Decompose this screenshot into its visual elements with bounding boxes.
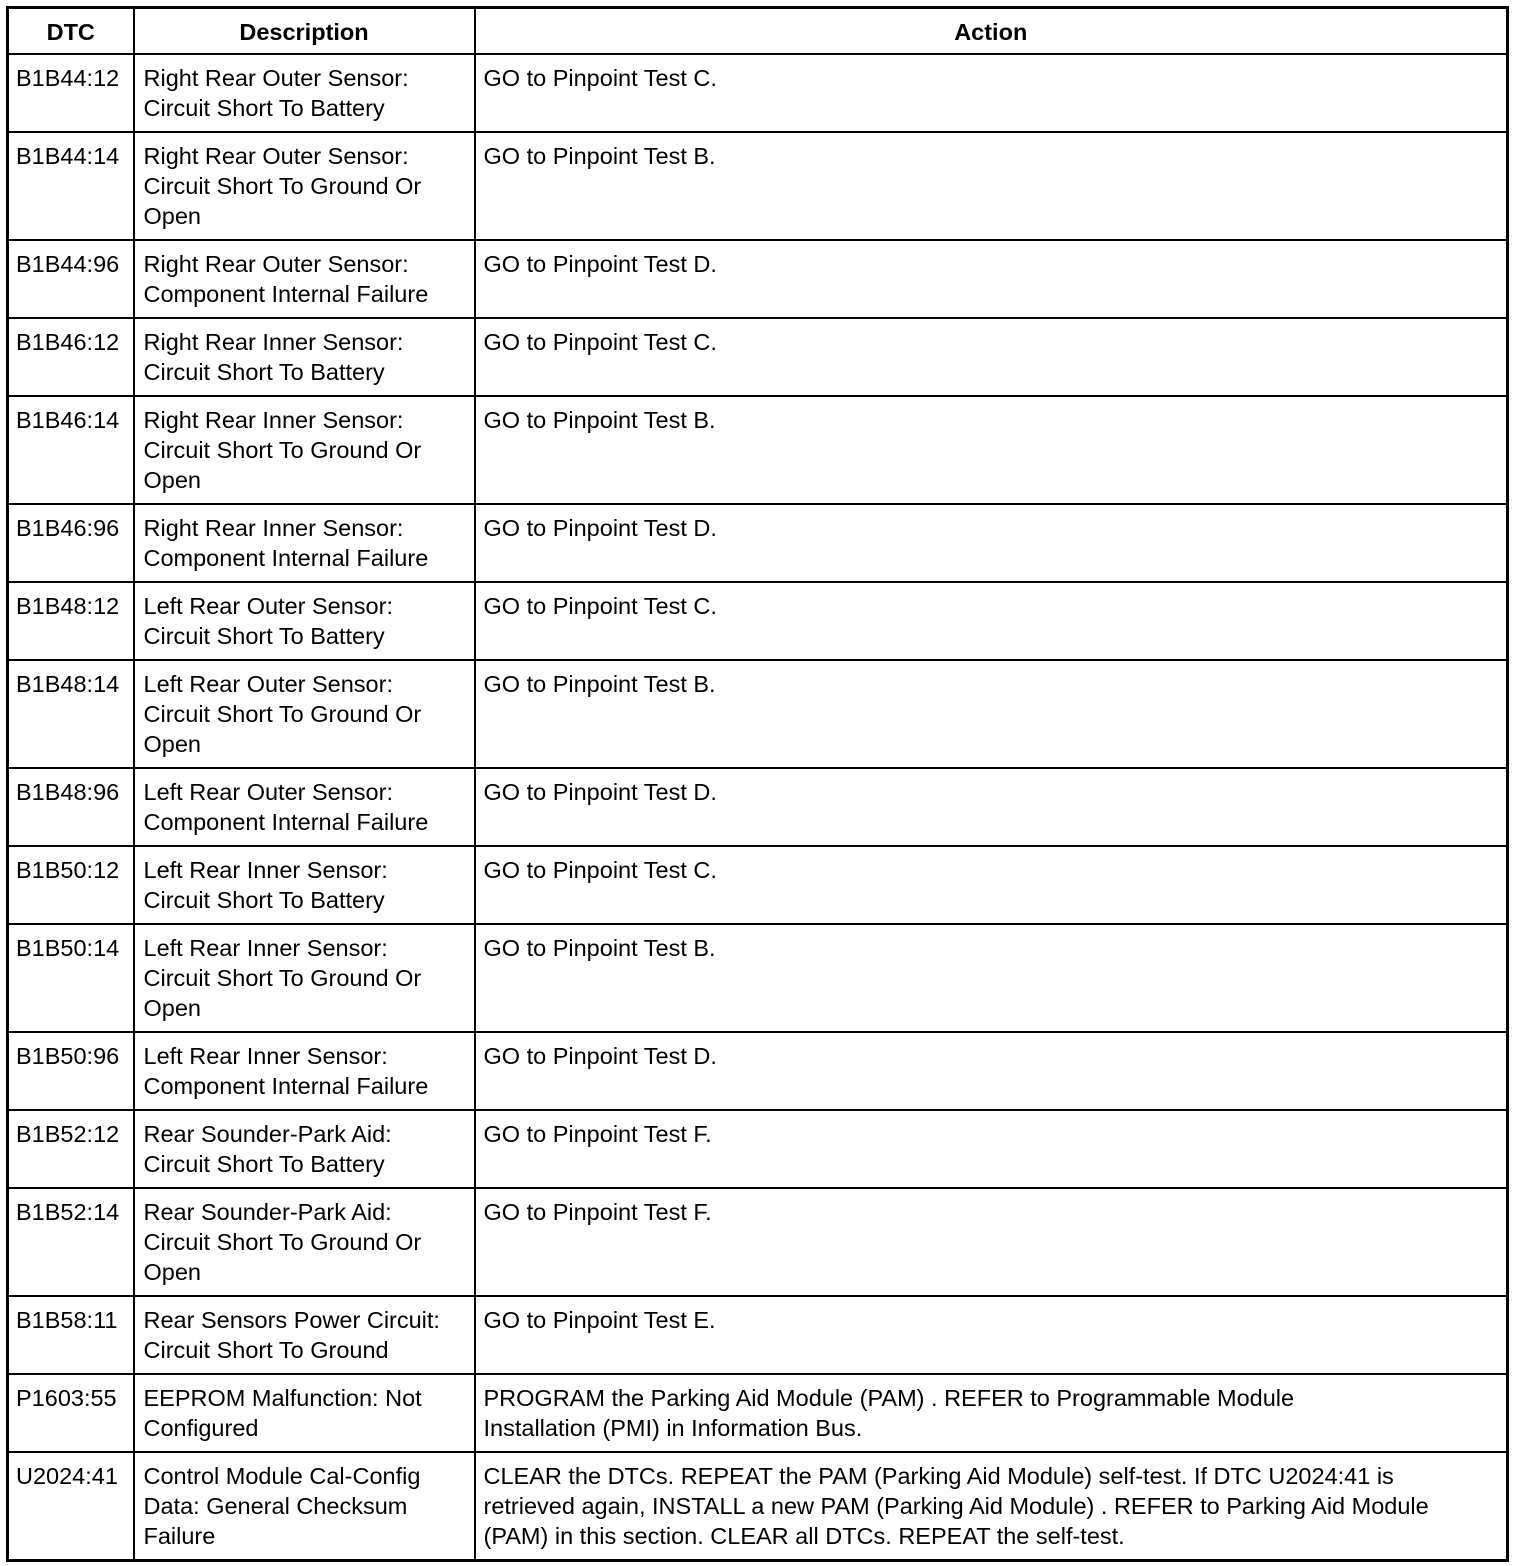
dtc-action (475, 396, 1508, 504)
dtc-code: B1B44:14 (8, 132, 134, 240)
dtc-code: B1B48:14 (8, 660, 134, 768)
table-row (8, 1374, 1508, 1452)
dtc-action (475, 1032, 1508, 1110)
table-row (8, 582, 1508, 660)
description-line: Right Rear Inner Sensor: (143, 515, 404, 541)
dtc-action (475, 660, 1508, 768)
dtc-action (475, 846, 1508, 924)
dtc-description (134, 1032, 475, 1110)
dtc-action (475, 240, 1508, 318)
dtc-code: B1B48:12 (8, 582, 134, 660)
dtc-code: U2024:41 (8, 1452, 134, 1561)
description-line: Circuit Short To Ground Or (143, 437, 422, 463)
description-line: EEPROM Malfunction: Not (143, 1385, 422, 1411)
dtc-description (134, 768, 475, 846)
dtc-description (134, 318, 475, 396)
dtc-description (134, 846, 475, 924)
description-line: Open (143, 731, 201, 757)
dtc-description (134, 660, 475, 768)
table-row (8, 318, 1508, 396)
dtc-action (475, 768, 1508, 846)
description-line: Circuit Short To Ground (143, 1337, 389, 1363)
dtc-table-container (6, 6, 1506, 1562)
dtc-code: B1B46:14 (8, 396, 134, 504)
dtc-action (475, 582, 1508, 660)
dtc-code: B1B52:14 (8, 1188, 134, 1296)
dtc-table (6, 6, 1509, 1562)
table-row (8, 660, 1508, 768)
action-line: GO to Pinpoint Test E. (483, 1307, 716, 1333)
table-row (8, 924, 1508, 1032)
dtc-action (475, 318, 1508, 396)
header-description: Description (134, 8, 475, 55)
dtc-description (134, 240, 475, 318)
description-line: Right Rear Inner Sensor: (143, 329, 404, 355)
action-line: GO to Pinpoint Test B. (483, 671, 716, 697)
dtc-action (475, 132, 1508, 240)
dtc-code: B1B58:11 (8, 1296, 134, 1374)
description-line: Failure (143, 1523, 216, 1549)
action-line: CLEAR the DTCs. REPEAT the PAM (Parking Aid Module) self-test. If DTC U2024:41 is (483, 1463, 1394, 1489)
description-line: Rear Sensors Power Circuit: (143, 1307, 440, 1333)
action-line: GO to Pinpoint Test C. (483, 857, 717, 883)
description-line: Control Module Cal-Config (143, 1463, 421, 1489)
dtc-description (134, 582, 475, 660)
description-line: Left Rear Outer Sensor: (143, 779, 393, 805)
dtc-code: B1B48:96 (8, 768, 134, 846)
dtc-action (475, 1296, 1508, 1374)
dtc-description (134, 396, 475, 504)
dtc-description (134, 1452, 475, 1561)
action-line: GO to Pinpoint Test D. (483, 1043, 717, 1069)
dtc-code: P1603:55 (8, 1374, 134, 1452)
dtc-code: B1B50:14 (8, 924, 134, 1032)
action-line: GO to Pinpoint Test D. (483, 779, 717, 805)
action-line: (PAM) in this section. CLEAR all DTCs. REPEAT the self-test. (483, 1523, 1125, 1549)
table-row (8, 504, 1508, 582)
dtc-description (134, 132, 475, 240)
description-line: Right Rear Outer Sensor: (143, 143, 409, 169)
table-body (8, 54, 1508, 1561)
dtc-code: B1B46:12 (8, 318, 134, 396)
action-line: PROGRAM the Parking Aid Module (PAM) . REFER to Programmable Module (483, 1385, 1295, 1411)
table-row (8, 396, 1508, 504)
description-line: Circuit Short To Ground Or (143, 965, 422, 991)
table-row (8, 240, 1508, 318)
description-line: Circuit Short To Ground Or (143, 701, 422, 727)
table-row (8, 1452, 1508, 1561)
description-line: Left Rear Outer Sensor: (143, 593, 393, 619)
table-header-row (8, 8, 1508, 55)
action-line: GO to Pinpoint Test C. (483, 65, 717, 91)
description-line: Right Rear Inner Sensor: (143, 407, 404, 433)
table-row (8, 768, 1508, 846)
dtc-code: B1B50:96 (8, 1032, 134, 1110)
dtc-description (134, 1188, 475, 1296)
dtc-code: B1B46:96 (8, 504, 134, 582)
dtc-action (475, 54, 1508, 132)
action-line: retrieved again, INSTALL a new PAM (Parking Aid Module) . REFER to Parking Aid Module (483, 1493, 1429, 1519)
dtc-code: B1B44:96 (8, 240, 134, 318)
description-line: Circuit Short To Battery (143, 1151, 385, 1177)
description-line: Circuit Short To Battery (143, 623, 385, 649)
table-row (8, 54, 1508, 132)
description-line: Open (143, 203, 201, 229)
description-line: Rear Sounder-Park Aid: (143, 1121, 392, 1147)
action-line: GO to Pinpoint Test B. (483, 935, 716, 961)
action-line: GO to Pinpoint Test B. (483, 407, 716, 433)
description-line: Circuit Short To Ground Or (143, 1229, 422, 1255)
header-dtc: DTC (8, 8, 134, 55)
dtc-description (134, 1110, 475, 1188)
description-line: Component Internal Failure (143, 1073, 429, 1099)
description-line: Circuit Short To Battery (143, 359, 385, 385)
description-line: Component Internal Failure (143, 809, 429, 835)
description-line: Circuit Short To Battery (143, 887, 385, 913)
dtc-code: B1B44:12 (8, 54, 134, 132)
dtc-action (475, 1188, 1508, 1296)
description-line: Configured (143, 1415, 259, 1441)
header-action: Action (475, 8, 1508, 55)
description-line: Open (143, 995, 201, 1021)
description-line: Open (143, 1259, 201, 1285)
description-line: Left Rear Outer Sensor: (143, 671, 393, 697)
dtc-description (134, 924, 475, 1032)
dtc-action (475, 504, 1508, 582)
description-line: Right Rear Outer Sensor: (143, 65, 409, 91)
dtc-code: B1B52:12 (8, 1110, 134, 1188)
action-line: GO to Pinpoint Test D. (483, 251, 717, 277)
description-line: Data: General Checksum (143, 1493, 408, 1519)
dtc-description (134, 1374, 475, 1452)
action-line: GO to Pinpoint Test D. (483, 515, 717, 541)
action-line: GO to Pinpoint Test F. (483, 1121, 712, 1147)
table-row (8, 846, 1508, 924)
dtc-description (134, 504, 475, 582)
description-line: Circuit Short To Battery (143, 95, 385, 121)
dtc-description (134, 54, 475, 132)
dtc-code: B1B50:12 (8, 846, 134, 924)
table-row (8, 1032, 1508, 1110)
dtc-action (475, 1452, 1508, 1561)
dtc-description (134, 1296, 475, 1374)
table-row (8, 1188, 1508, 1296)
dtc-action (475, 924, 1508, 1032)
description-line: Component Internal Failure (143, 545, 429, 571)
dtc-action (475, 1110, 1508, 1188)
description-line: Right Rear Outer Sensor: (143, 251, 409, 277)
description-line: Rear Sounder-Park Aid: (143, 1199, 392, 1225)
description-line: Left Rear Inner Sensor: (143, 935, 388, 961)
description-line: Circuit Short To Ground Or (143, 173, 422, 199)
table-row (8, 132, 1508, 240)
action-line: GO to Pinpoint Test F. (483, 1199, 712, 1225)
description-line: Component Internal Failure (143, 281, 429, 307)
description-line: Open (143, 467, 201, 493)
action-line: Installation (PMI) in Information Bus. (483, 1415, 863, 1441)
dtc-action (475, 1374, 1508, 1452)
description-line: Left Rear Inner Sensor: (143, 1043, 388, 1069)
action-line: GO to Pinpoint Test C. (483, 593, 717, 619)
action-line: GO to Pinpoint Test B. (483, 143, 716, 169)
action-line: GO to Pinpoint Test C. (483, 329, 717, 355)
description-line: Left Rear Inner Sensor: (143, 857, 388, 883)
table-row (8, 1296, 1508, 1374)
table-row (8, 1110, 1508, 1188)
